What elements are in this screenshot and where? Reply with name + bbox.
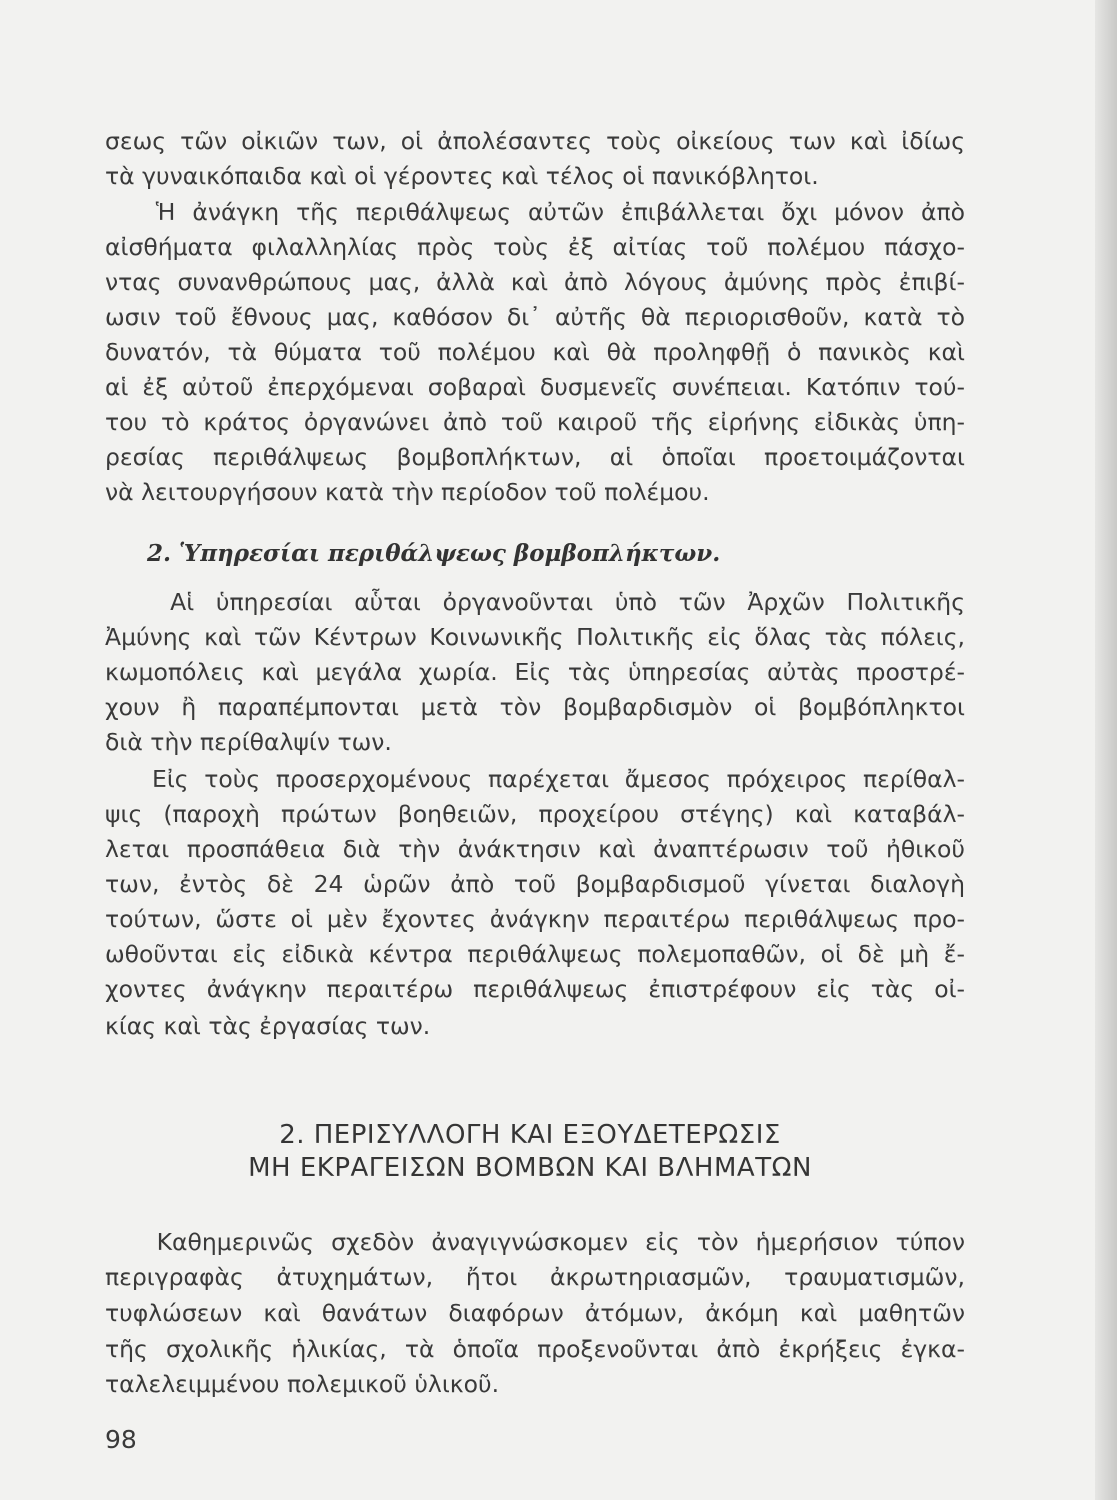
text-line: τὰ γυναικόπαιδα καὶ οἱ γέροντες καὶ τέλος οἱ πανικόβλητοι.	[105, 162, 819, 190]
text-line: διὰ τὴν περίθαλψίν των.	[105, 728, 392, 756]
text-line: κίας καὶ τὰς ἐργασίας των.	[105, 1012, 431, 1040]
text-line: αἱ ἐξ αὐτοῦ ἐπερχόμεναι σοβαραὶ δυσμενεῖς συνέπειαι. Κατόπιν τού-	[105, 373, 965, 401]
text-line: τῆς σχολικῆς ἡλικίας, τὰ ὁποῖα προξενοῦνται ἀπὸ ἐκρήξεις ἐγκα-	[105, 1335, 965, 1363]
text-line: του τὸ κράτος ὀργανώνει ἀπὸ τοῦ καιροῦ τῆς εἰρήνης εἰδικὰς ὑπη-	[105, 408, 965, 436]
text-line: ωθοῦνται εἰς εἰδικὰ κέντρα περιθάλψεως πολεμοπαθῶν, οἱ δὲ μὴ ἔ-	[105, 940, 965, 968]
text-line: νὰ λειτουργήσουν κατὰ τὴν περίοδον τοῦ πολέμου.	[105, 478, 710, 506]
text-line: αἰσθήματα φιλαλληλίας πρὸς τοὺς ἐξ αἰτίας τοῦ πολέμου πάσχο-	[105, 233, 965, 261]
text-line: περιγραφὰς ἀτυχημάτων, ἤτοι ἀκρωτηριασμῶν, τραυματισμῶν,	[105, 1263, 965, 1291]
page-number: 98	[105, 1425, 137, 1454]
text-line: Ἡ ἀνάγκη τῆς περιθάλψεως αὐτῶν ἐπιβάλλεται ὄχι μόνον ἀπὸ	[105, 198, 965, 226]
text-line: Ἀμύνης καὶ τῶν Κέντρων Κοινωνικῆς Πολιτικῆς εἰς ὅλας τὰς πόλεις,	[105, 623, 965, 651]
text-line: δυνατόν, τὰ θύματα τοῦ πολέμου καὶ θὰ προληφθῇ ὁ πανικὸς καὶ	[105, 338, 965, 366]
text-line: χοντες ἀνάγκην περαιτέρω περιθάλψεως ἐπιστρέφουν εἰς τὰς οἰ-	[105, 975, 965, 1003]
subsection-heading: 2. Ὑπηρεσίαι περιθάλψεως βομβοπλήκτων.	[147, 540, 721, 567]
text-line: κωμοπόλεις καὶ μεγάλα χωρία. Εἰς τὰς ὑπηρεσίας αὐτὰς προστρέ-	[105, 658, 965, 686]
text-line: Καθημερινῶς σχεδὸν ἀναγιγνώσκομεν εἰς τὸν ἡμερήσιον τύπον	[105, 1228, 965, 1256]
chapter-heading-line-1: 2. ΠΕΡΙΣΥΛΛΟΓΗ ΚΑΙ ΕΞΟΥΔΕΤΕΡΩΣΙΣ	[279, 1120, 781, 1150]
text-line: χουν ἢ παραπέμπονται μετὰ τὸν βομβαρδισμὸν οἱ βομβόπληκτοι	[105, 693, 965, 721]
chapter-heading-line-2: ΜΗ ΕΚΡΑΓΕΙΣΩΝ ΒΟΜΒΩΝ ΚΑΙ ΒΛΗΜΑΤΩΝ	[248, 1153, 812, 1183]
text-line: τούτων, ὥστε οἱ μὲν ἔχοντες ἀνάγκην περαιτέρω περιθάλψεως προ-	[105, 905, 965, 933]
text-line: τυφλώσεων καὶ θανάτων διαφόρων ἀτόμων, ἀκόμη καὶ μαθητῶν	[105, 1299, 965, 1327]
text-line: των, ἐντὸς δὲ 24 ὡρῶν ἀπὸ τοῦ βομβαρδισμοῦ γίνεται διαλογὴ	[105, 870, 965, 898]
page-edge-shadow	[1095, 0, 1117, 1500]
text-line: Εἰς τοὺς προσερχομένους παρέχεται ἄμεσος πρόχειρος περίθαλ-	[105, 765, 965, 793]
text-line: σεως τῶν οἰκιῶν των, οἱ ἀπολέσαντες τοὺς οἰκείους των καὶ ἰδίως	[105, 127, 965, 155]
text-line: Αἱ ὑπηρεσίαι αὗται ὀργανοῦνται ὑπὸ τῶν Ἀρχῶν Πολιτικῆς	[105, 588, 965, 616]
text-line: ρεσίας περιθάλψεως βομβοπλήκτων, αἱ ὁποῖαι προετοιμάζονται	[105, 443, 965, 471]
text-line: ταλελειμμένου πολεμικοῦ ὑλικοῦ.	[105, 1370, 500, 1398]
text-line: ψις (παροχὴ πρώτων βοηθειῶν, προχείρου στέγης) καὶ καταβάλ-	[105, 800, 965, 828]
text-line: λεται προσπάθεια διὰ τὴν ἀνάκτησιν καὶ ἀναπτέρωσιν τοῦ ἠθικοῦ	[105, 835, 965, 863]
text-line: ντας συνανθρώπους μας, ἀλλὰ καὶ ἀπὸ λόγους ἀμύνης πρὸς ἐπιβί-	[105, 268, 965, 296]
text-line: ωσιν τοῦ ἔθνους μας, καθόσον δι᾽ αὐτῆς θὰ περιορισθοῦν, κατὰ τὸ	[105, 303, 965, 331]
